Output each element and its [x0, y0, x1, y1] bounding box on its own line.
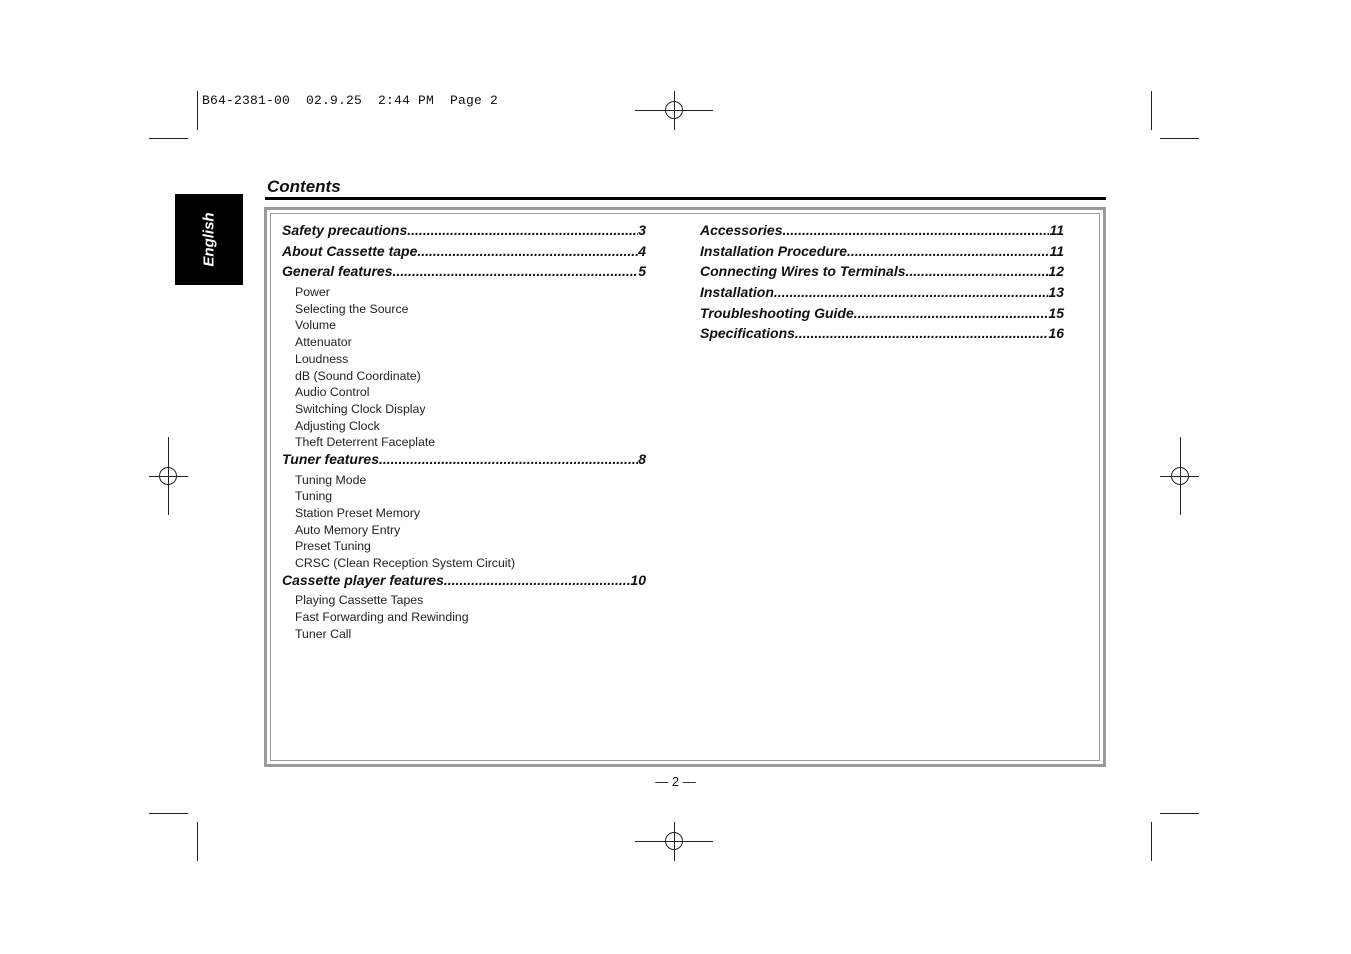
- toc-entry: [282, 572, 646, 593]
- toc-subitem: CRSC (Clean Reception System Circuit): [295, 556, 516, 571]
- toc-entry-label: Specifications: [700, 325, 795, 342]
- toc-leader: [417, 243, 638, 259]
- crop-mark: [197, 91, 198, 130]
- page-title: Contents: [267, 177, 341, 196]
- toc-leader: [783, 222, 1050, 238]
- toc-entry-page: 11: [1049, 242, 1064, 259]
- toc-subitem: Tuner Call: [295, 626, 352, 641]
- toc-entry: [282, 451, 646, 472]
- toc-entry: [700, 305, 1064, 326]
- language-tab: [175, 194, 243, 285]
- toc-entry: [700, 284, 1064, 305]
- toc-entry-page: 5: [638, 263, 646, 280]
- toc-leader: [847, 243, 1049, 259]
- toc-subitem: Volume: [295, 318, 337, 333]
- toc-subitem: Selecting the Source: [295, 301, 409, 316]
- toc-leader: [379, 451, 638, 467]
- language-tab-label: English: [200, 212, 218, 267]
- toc-subitem: Adjusting Clock: [295, 418, 380, 433]
- toc-entry-page: 3: [638, 222, 646, 238]
- toc-entry-page: 4: [638, 242, 646, 259]
- page-number: — 2 —: [655, 774, 696, 789]
- toc-leader: [407, 222, 638, 238]
- toc-left-column: [282, 222, 646, 643]
- toc-subitem: Tuning: [295, 489, 333, 504]
- toc-entry-label: Connecting Wires to Terminals: [700, 263, 906, 280]
- toc-subitem: Theft Deterrent Faceplate: [295, 435, 436, 450]
- toc-subitem: Tuning Mode: [295, 472, 367, 487]
- toc-entry-label: Installation Procedure: [700, 242, 848, 259]
- toc-subitems: [295, 472, 646, 572]
- toc-subitem: Attenuator: [295, 335, 352, 350]
- toc-right-column: [700, 222, 1064, 346]
- toc-entry-label: Safety precautions: [282, 222, 408, 238]
- toc-subitems: [295, 284, 646, 451]
- toc-subitem: Power: [295, 285, 330, 300]
- toc-entry-label: General features: [282, 263, 393, 280]
- toc-leader: [854, 305, 1049, 321]
- toc-entry-page: 12: [1048, 263, 1064, 280]
- toc-entry: [282, 222, 646, 243]
- toc-entry-page: 13: [1048, 284, 1064, 301]
- crop-mark: [1151, 91, 1152, 130]
- toc-leader: [444, 572, 631, 588]
- toc-entry: [700, 243, 1064, 264]
- toc-entry: [282, 243, 646, 264]
- toc-entry-page: 15: [1048, 304, 1064, 321]
- toc-leader: [906, 263, 1049, 279]
- toc-subitem: Auto Memory Entry: [295, 522, 401, 537]
- toc-subitem: Loudness: [295, 351, 349, 366]
- toc-entry-page: 10: [630, 571, 646, 588]
- crop-mark: [149, 813, 188, 814]
- toc-entry: [700, 263, 1064, 284]
- toc-subitem: Playing Cassette Tapes: [295, 593, 424, 608]
- toc-leader: [795, 325, 1049, 341]
- toc-entry-label: Troubleshooting Guide: [700, 304, 854, 321]
- toc-entry: [700, 325, 1064, 346]
- crop-mark: [149, 138, 188, 139]
- crop-mark: [1160, 138, 1199, 139]
- toc-entry: [282, 263, 646, 284]
- crop-mark: [1151, 822, 1152, 861]
- print-header: B64-2381-00 02.9.25 2:44 PM Page 2: [202, 93, 499, 108]
- toc-entry-page: 16: [1048, 325, 1064, 342]
- toc-subitem: Station Preset Memory: [295, 506, 421, 520]
- toc-entry: [700, 222, 1064, 243]
- toc-subitem: Audio Control: [295, 385, 370, 400]
- toc-entry-label: Installation: [700, 284, 774, 301]
- toc-entry-label: Tuner features: [282, 450, 379, 467]
- toc-entry-page: 11: [1049, 222, 1064, 238]
- toc-subitem: Preset Tuning: [295, 539, 371, 554]
- toc-subitem: Switching Clock Display: [295, 401, 426, 416]
- toc-subitem: Fast Forwarding and Rewinding: [295, 610, 469, 625]
- toc-leader: [774, 284, 1049, 300]
- toc-leader: [393, 263, 639, 279]
- title-rule: [265, 197, 1106, 200]
- toc-entry-label: Cassette player features: [282, 571, 444, 588]
- toc-subitem: dB (Sound Coordinate): [295, 368, 421, 383]
- crop-mark: [197, 822, 198, 861]
- toc-entry-label: About Cassette tape: [282, 242, 418, 259]
- crop-mark: [1160, 813, 1199, 814]
- toc-entry-label: Accessories: [700, 222, 783, 238]
- toc-subitems: [295, 592, 646, 642]
- toc-entry-page: 8: [638, 450, 646, 467]
